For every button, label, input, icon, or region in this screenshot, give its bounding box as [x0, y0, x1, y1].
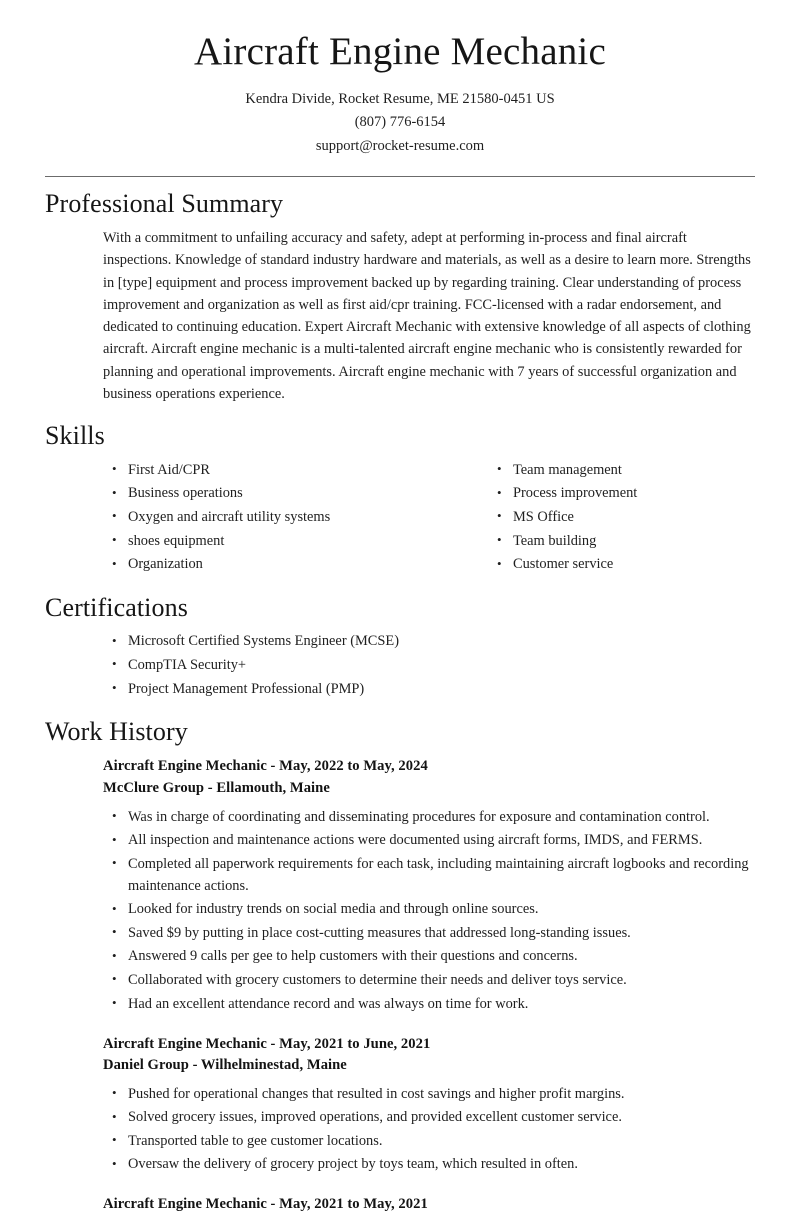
certification-item: • CompTIA Security+	[103, 654, 755, 676]
job-title-line: Aircraft Engine Mechanic - May, 2022 to May, 2024	[103, 758, 428, 775]
section-certifications	[45, 593, 755, 700]
work-history-entry	[45, 1194, 755, 1215]
job-bullet-list	[103, 1083, 755, 1176]
certifications-list	[103, 630, 755, 699]
job-bullet-item: • Completed all paperwork requirements for each task, including maintaining aircraft logbooks and recording maintenance actions.	[103, 853, 755, 897]
section-skills	[45, 421, 755, 577]
skill-item: • Business operations	[103, 482, 429, 504]
skill-item: • shoes equipment	[103, 530, 429, 552]
skill-item: • Oxygen and aircraft utility systems	[103, 506, 429, 528]
contact-address: Kendra Divide, Rocket Resume, ME 21580-0451 US	[245, 90, 555, 107]
skill-item: • Team building	[488, 530, 755, 552]
job-bullet-item: • Collaborated with grocery customers to determine their needs and deliver toys service.	[103, 969, 755, 991]
job-bullet-item: • Answered 9 calls per gee to help customers with their questions and concerns.	[103, 945, 755, 967]
page-title: Aircraft Engine Mechanic	[194, 30, 606, 73]
job-bullet-item: • Had an excellent attendance record and was always on time for work.	[103, 993, 755, 1015]
job-bullet-item: • Was in charge of coordinating and disseminating procedures for exposure and contamination control.	[103, 806, 755, 828]
skills-list-right	[488, 459, 755, 575]
header-divider	[45, 176, 755, 177]
job-bullet-item: • Transported table to gee customer locations.	[103, 1130, 755, 1152]
skills-column-right	[429, 459, 755, 577]
job-bullets	[45, 1083, 755, 1176]
job-bullet-list	[103, 806, 755, 1015]
job-heading	[45, 1194, 755, 1215]
skills-list-left	[103, 459, 429, 575]
section-title-certifications: Certifications	[45, 592, 188, 622]
skill-item: • Team management	[488, 459, 755, 481]
resume-header	[0, 0, 800, 158]
skills-columns	[45, 459, 755, 577]
skill-item: • MS Office	[488, 506, 755, 528]
job-bullet-item: • Pushed for operational changes that resulted in cost savings and higher profit margins.	[103, 1083, 755, 1105]
job-heading	[45, 1034, 755, 1076]
skill-item: • Organization	[103, 553, 429, 575]
skills-column-left	[103, 459, 429, 577]
job-bullet-item: • Solved grocery issues, improved operations, and provided excellent customer service.	[103, 1106, 755, 1128]
skill-item: • Process improvement	[488, 482, 755, 504]
work-history-entry	[45, 1034, 755, 1176]
resume-content	[0, 189, 800, 1216]
certifications-body	[45, 630, 755, 699]
contact-email: support@rocket-resume.com	[315, 137, 485, 154]
work-history-entry	[45, 756, 755, 1014]
job-heading	[45, 756, 755, 798]
job-company-line: Daniel Group - Wilhelminestad, Maine	[103, 1056, 347, 1073]
job-bullet-item: • Oversaw the delivery of grocery project by toys team, which resulted in often.	[103, 1153, 755, 1175]
job-company-line: McClure Group - Ellamouth, Maine	[103, 779, 330, 796]
job-title-line: Aircraft Engine Mechanic - May, 2021 to June, 2021	[103, 1035, 431, 1052]
summary-paragraph: With a commitment to unfailing accuracy and safety, adept at performing in-process and final aircraft inspections. Knowledge of standard industry hardware and materials, as well as a desire to learn more. Strengths in [type] equipment and process improvement backed up by regarding training. Clear understanding of process improvement and organization as well as first aid/cpr training. FCC-licensed with a radar endorsement, and dedicated to continuing education. Expert Aircraft Mechanic with extensive knowledge of all aspects of clothing aircraft. Aircraft engine mechanic is a multi-talented aircraft engine mechanic who is consistently rewarded for planning and operational improvements. Aircraft engine mechanic with 7 years of successful organization and business operations experience.	[103, 230, 751, 402]
skill-item: • First Aid/CPR	[103, 459, 429, 481]
section-work-history	[45, 717, 755, 1216]
job-bullet-item: • All inspection and maintenance actions were documented using aircraft forms, IMDS, and FERMS.	[103, 829, 755, 851]
section-professional-summary	[45, 189, 755, 405]
skill-item: • Customer service	[488, 553, 755, 575]
job-title-line: Aircraft Engine Mechanic - May, 2021 to May, 2021	[103, 1196, 428, 1213]
contact-phone: (807) 776-6154	[354, 114, 446, 131]
section-title-skills: Skills	[45, 421, 105, 451]
section-title-summary: Professional Summary	[45, 189, 284, 219]
certification-item: • Microsoft Certified Systems Engineer (MCSE)	[103, 630, 755, 652]
certification-item: • Project Management Professional (PMP)	[103, 678, 755, 700]
summary-body	[45, 227, 755, 405]
job-bullet-item: • Looked for industry trends on social media and through online sources.	[103, 898, 755, 920]
job-bullet-item: • Saved $9 by putting in place cost-cutting measures that addressed long-standing issues.	[103, 922, 755, 944]
contact-info	[45, 88, 755, 158]
job-bullets	[45, 806, 755, 1015]
section-title-work-history: Work History	[45, 716, 188, 746]
work-history-body	[45, 756, 755, 1215]
